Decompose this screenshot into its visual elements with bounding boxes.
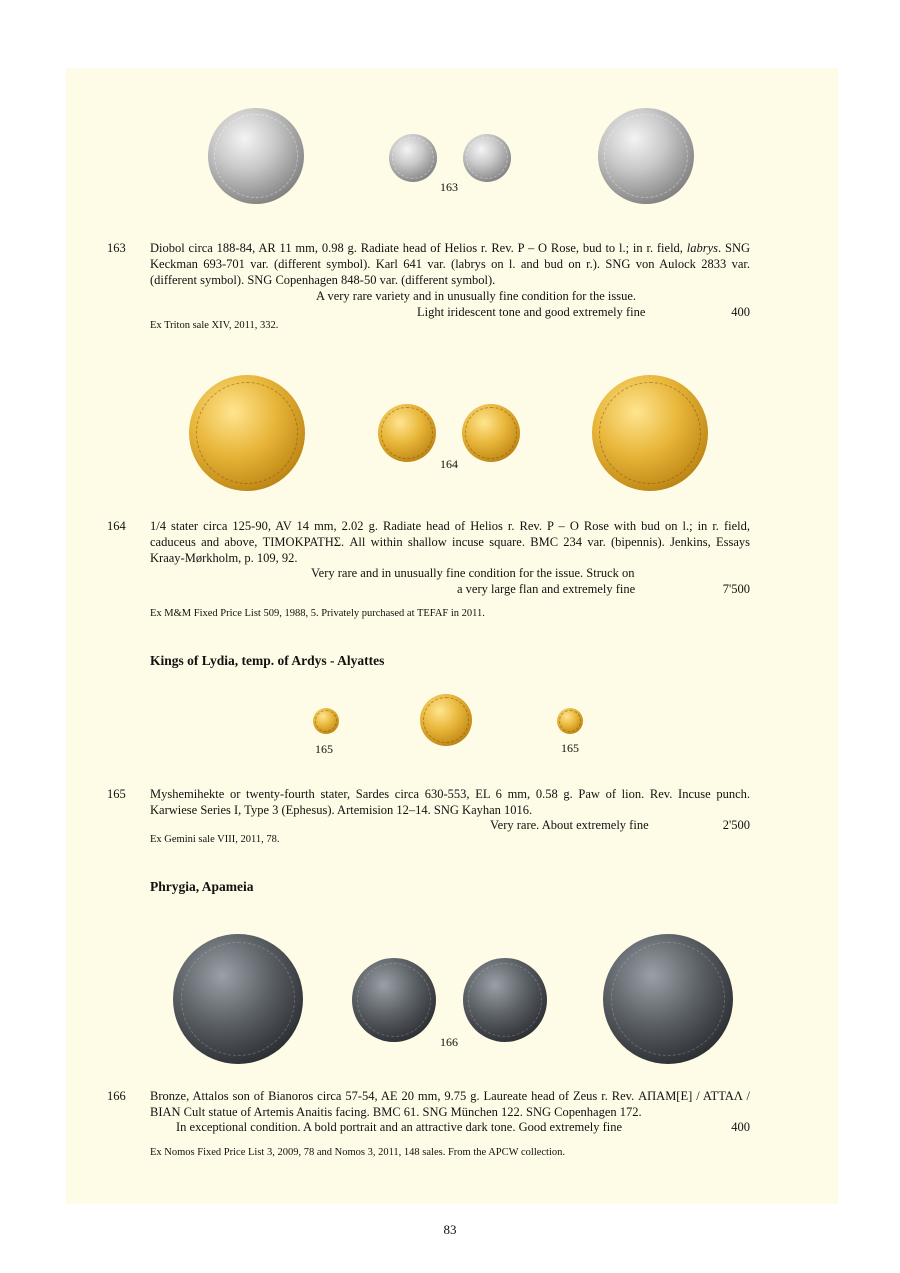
lot-number: 166 [107,1089,126,1103]
page-number: 83 [443,1222,457,1237]
figure-label-165-left: 165 [315,742,333,756]
lot-number: 165 [107,787,126,801]
coin-164-reverse-enlarged [592,375,708,491]
coin-164-obverse-enlarged [189,375,305,491]
lot-164 [107,518,750,566]
lot-163-provenance: Ex Triton sale XIV, 2011, 332. [150,320,279,331]
lot-164-condition-2: a very large flan and extremely fine [457,582,636,596]
lot-description: Myshemihekte or twenty-fourth stater, Sardes circa 630-553, EL 6 mm, 0.58 g. Paw of lion. Rev. Incuse punch. Karwiese Series I, Type 3 (Ephesus). Artemision 12–14. SNG Kayhan 1016. [150,787,750,817]
coin-166-reverse-actual [463,958,547,1042]
coin-163-obverse-actual [389,134,437,182]
figure-label-166: 166 [440,1035,458,1049]
lot-163 [107,240,750,288]
figure-label-163: 163 [440,180,458,194]
coin-165-reverse-actual [557,708,583,734]
lot-164-price: 7'500 [722,582,750,596]
lot-163-condition-1: A very rare variety and in unusually fine condition for the issue. [316,289,637,303]
lot-166-provenance: Ex Nomos Fixed Price List 3, 2009, 78 and Nomos 3, 2011, 148 sales. From the APCW collection. [150,1147,566,1158]
coin-163-reverse-actual [463,134,511,182]
coin-164-reverse-actual [462,404,520,462]
lot-description: 1/4 stater circa 125-90, AV 14 mm, 2.02 g. Radiate head of Helios r. Rev. P – O Rose with bud on l.; in r. field, caduceus and above, ΤΙΜΟΚΡΑΤΗΣ. All within shallow incuse square. BMC 234 var. (bipennis). Jenkins, Essays Kraay-Mørkholm, p. 109, 92. [150,519,750,565]
lot-number: 163 [107,241,126,255]
coin-163-reverse-enlarged [598,108,694,204]
lot-165-price: 2'500 [722,818,750,832]
lot-166-condition-1: In exceptional condition. A bold portrait and an attractive dark tone. Good extremely fine [176,1120,623,1134]
lot-165-condition-1: Very rare. About extremely fine [490,818,649,832]
lot-163-price: 400 [731,305,750,319]
coin-166-reverse-enlarged [603,934,733,1064]
section-heading-phrygia: Phrygia, Apameia [150,879,254,894]
coin-164-obverse-actual [378,404,436,462]
coin-165-obverse-actual [313,708,339,734]
section-heading-lydia: Kings of Lydia, temp. of Ardys - Alyattes [150,653,385,668]
lot-164-condition-1: Very rare and in unusually fine condition for the issue. Struck on [311,566,635,580]
lot-166-price: 400 [731,1120,750,1134]
lot-description: Bronze, Attalos son of Bianoros circa 57-54, AE 20 mm, 9.75 g. Laureate head of Zeus r. Rev. ΑΠΑΜ[Ε] / ΑΤΤΑΛ / ΒΙΑΝ Cult statue of Artemis Anaitis facing. BMC 61. SNG München 122. SNG Copenhagen 172. [150,1089,750,1119]
figure-label-165-right: 165 [561,741,579,755]
coin-166-obverse-enlarged [173,934,303,1064]
coin-163-obverse-enlarged [208,108,304,204]
coin-165-obverse-enlarged [420,694,472,746]
coin-166-obverse-actual [352,958,436,1042]
lot-165-provenance: Ex Gemini sale VIII, 2011, 78. [150,834,280,845]
lot-description: Diobol circa 188-84, AR 11 mm, 0.98 g. Radiate head of Helios r. Rev. P – O Rose, bud to l.; in r. field, labrys. SNG Keckman 693-701 var. (different symbol). Karl 641 var. (labrys on l. and bud on r.). SNG von Aulock 2833 var. (different symbol). SNG Copenhagen 848-50 var. (different symbol). [150,241,750,287]
figure-label-164: 164 [440,457,458,471]
lot-166 [107,1088,750,1120]
lot-164-provenance: Ex M&M Fixed Price List 509, 1988, 5. Privately purchased at TEFAF in 2011. [150,608,485,619]
lot-165 [107,786,750,818]
lot-number: 164 [107,519,126,533]
lot-163-condition-2: Light iridescent tone and good extremely fine [417,305,646,319]
